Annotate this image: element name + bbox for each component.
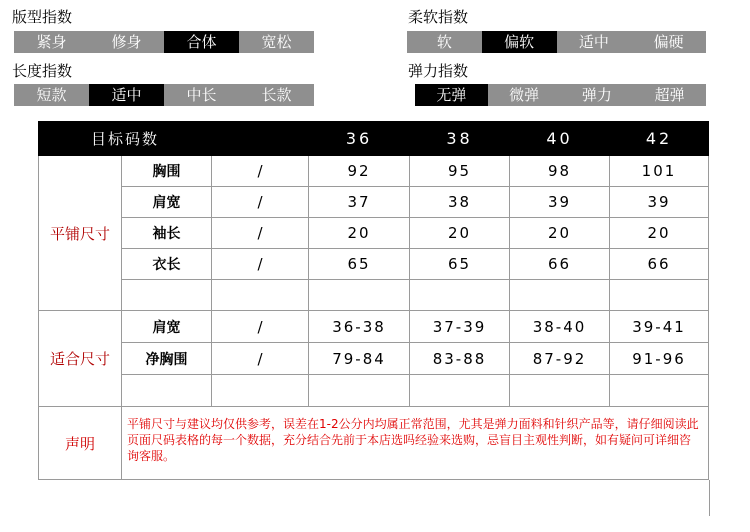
size-header-row (39, 122, 709, 156)
statement-label: 声明 (39, 407, 122, 480)
table-row (39, 156, 709, 187)
table-row (39, 218, 709, 249)
row-label-sleeve: 袖长 (122, 218, 212, 249)
empty-cell (410, 280, 510, 311)
empty-cell (212, 375, 309, 407)
row-unit: / (212, 156, 309, 187)
cell-value: 38-40 (510, 311, 610, 343)
cell-value: 66 (610, 249, 709, 280)
statement-row (39, 407, 709, 480)
empty-cell (510, 280, 610, 311)
cell-value: 39 (610, 187, 709, 218)
softness-option-soft: 软 (436, 33, 452, 51)
table-row (39, 311, 709, 343)
statement-text: 平铺尺寸与建议均仅供参考，误差在1-2公分内均属正常范围，尤其是弹力面料和针织产品等，请仔细阅读此页面尺码表格的每一个数据，充分结合先前于本店选吗经验来选购，忌盲目主观性判断，如有疑问可详细咨询客服。 (122, 407, 709, 480)
cell-value: 101 (610, 156, 709, 187)
cell-value: 37 (309, 187, 410, 218)
row-label-shoulder-fit: 肩宽 (122, 311, 212, 343)
cell-value: 39 (510, 187, 610, 218)
cell-value: 87-92 (510, 343, 610, 375)
fit-option-tight: 紧身 (36, 33, 67, 51)
elasticity-index-title: 弹力指数 (408, 62, 469, 80)
size-table (38, 121, 709, 480)
empty-cell (510, 375, 610, 407)
cell-value: 98 (510, 156, 610, 187)
cell-value: 91-96 (610, 343, 709, 375)
cell-value: 20 (610, 218, 709, 249)
cell-value: 39-41 (610, 311, 709, 343)
cell-value: 20 (410, 218, 510, 249)
softness-index-title: 柔软指数 (408, 8, 469, 26)
size-header-38: 38 (410, 122, 510, 156)
cell-value: 65 (309, 249, 410, 280)
table-row (39, 343, 709, 375)
target-size-label: 目标码数 (39, 122, 212, 156)
elasticity-option-none: 无弹 (415, 84, 488, 106)
length-option-long: 长款 (261, 86, 292, 104)
row-label-shoulder: 肩宽 (122, 187, 212, 218)
empty-cell (212, 280, 309, 311)
length-index-bar (14, 84, 314, 106)
cell-value: 20 (309, 218, 410, 249)
row-unit: / (212, 249, 309, 280)
softness-option-softish: 偏软 (482, 31, 557, 53)
length-option-short: 短款 (36, 86, 67, 104)
fit-option-slim: 修身 (111, 33, 142, 51)
fit-size-group-label: 适合尺寸 (39, 311, 122, 407)
elasticity-option-super: 超弹 (654, 86, 685, 104)
row-unit: / (212, 218, 309, 249)
empty-cell (309, 280, 410, 311)
elasticity-index-bar (415, 84, 706, 106)
length-option-midlong: 中长 (186, 86, 217, 104)
cell-value: 65 (410, 249, 510, 280)
table-right-edge-line (709, 480, 710, 516)
softness-index-bar (407, 31, 706, 53)
cell-value: 36-38 (309, 311, 410, 343)
cell-value: 37-39 (410, 311, 510, 343)
row-unit: / (212, 311, 309, 343)
table-row (39, 187, 709, 218)
row-unit: / (212, 343, 309, 375)
table-row-empty (39, 375, 709, 407)
empty-cell (410, 375, 510, 407)
empty-cell (610, 375, 709, 407)
fit-index-bar (14, 31, 314, 53)
cell-value: 79-84 (309, 343, 410, 375)
fit-option-regular: 合体 (164, 31, 239, 53)
table-row (39, 249, 709, 280)
empty-cell (309, 375, 410, 407)
empty-cell (122, 375, 212, 407)
length-index-title: 长度指数 (12, 62, 73, 80)
size-header-40: 40 (510, 122, 610, 156)
cell-value: 66 (510, 249, 610, 280)
empty-cell (610, 280, 709, 311)
empty-cell (122, 280, 212, 311)
flat-size-group-label: 平铺尺寸 (39, 156, 122, 311)
row-unit: / (212, 187, 309, 218)
elasticity-option-slight: 微弹 (509, 86, 540, 104)
row-label-chest: 胸围 (122, 156, 212, 187)
fit-index-title: 版型指数 (12, 8, 73, 26)
header-blank-cell (212, 122, 309, 156)
cell-value: 38 (410, 187, 510, 218)
softness-option-hardish: 偏硬 (653, 33, 684, 51)
row-label-net-chest: 净胸围 (122, 343, 212, 375)
cell-value: 95 (410, 156, 510, 187)
size-header-42: 42 (610, 122, 709, 156)
fit-option-loose: 宽松 (261, 33, 292, 51)
row-label-length: 衣长 (122, 249, 212, 280)
size-header-36: 36 (309, 122, 410, 156)
table-row-empty (39, 280, 709, 311)
length-option-medium: 适中 (89, 84, 164, 106)
cell-value: 92 (309, 156, 410, 187)
elasticity-option-elastic: 弹力 (581, 86, 612, 104)
cell-value: 20 (510, 218, 610, 249)
softness-option-medium: 适中 (578, 33, 609, 51)
cell-value: 83-88 (410, 343, 510, 375)
